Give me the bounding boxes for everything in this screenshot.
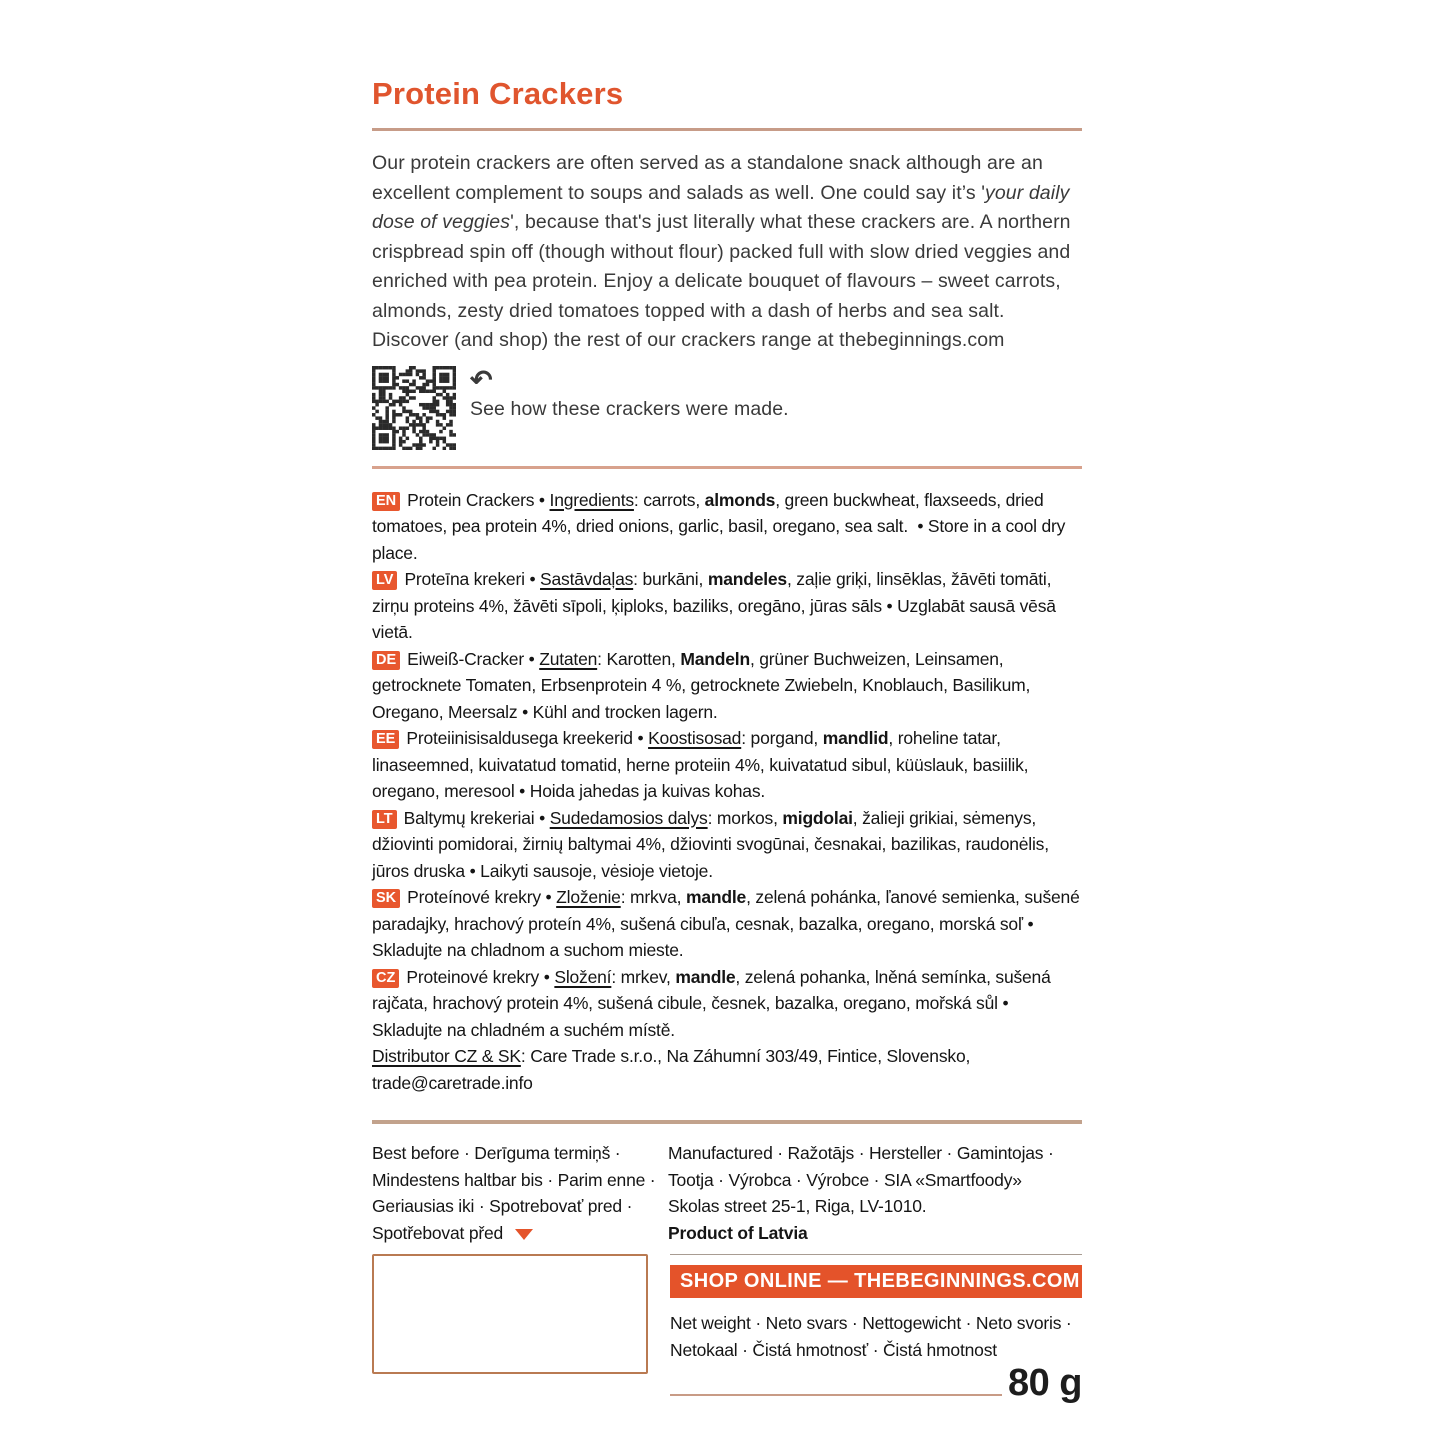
bottom-divider [372,1120,1082,1124]
best-before-date-box [372,1254,648,1374]
net-weight-block [670,1310,1082,1363]
best-before-line: Best before · Derīguma termiņš · [372,1143,621,1163]
language-badge-cz: CZ [372,969,399,988]
text-segment: : porgand, [741,728,823,748]
text-segment: mandle [686,887,747,907]
page-title: Protein Crackers [372,76,624,111]
text-segment: , grüner Buchweizen, Leinsamen, getrocknete Tomaten, Erbsenprotein 4 %, getrocknete Zwiebeln, Knoblauch, Basilikum, Oregano, Meersalz • Kühl and trocken lagern. [372,648,1031,722]
qr-section [372,366,1082,450]
text-segment: Sudedamosios dalys [549,807,708,828]
text-segment: Zloženie [556,887,621,907]
text-segment: your daily dose of veggies [372,181,1070,233]
ingredient-row-en [372,487,1082,567]
text-segment: mandlid [822,728,889,748]
language-badge-sk: SK [372,889,400,908]
qr-caption-block [470,366,789,421]
ingredients-list [372,487,1082,1044]
manufactured-line: Skolas street 25-1, Riga, LV-1010. [668,1196,927,1216]
qr-caption: See how these crackers were made. [470,397,789,420]
text-segment: mandeles [707,569,787,589]
ingredient-row-lt [372,805,1082,885]
ingredient-row-de [372,646,1082,726]
weight-banner-block [670,1254,1082,1403]
text-segment: migdolai [782,807,853,828]
ingredient-row-sk [372,884,1082,964]
shop-online-banner: SHOP ONLINE — THEBEGINNINGS.COM [670,1265,1082,1298]
manufactured-line: Manufactured · Ražotājs · Hersteller · Gamintojas · [668,1143,1054,1163]
info-columns [372,1140,1082,1246]
qr-code-svg [372,366,456,450]
weight-underline [670,1394,1002,1396]
ingredient-row-ee [372,725,1082,805]
text-segment: : Karotten, [597,648,681,669]
text-segment: , green buckwheat, flaxseeds, dried tomatoes, pea protein 4%, dried onions, garlic, basil, oregano, sea salt. • Store in a cool dry place. [372,489,1066,563]
text-segment: Protein Crackers • [407,489,550,510]
text-segment: , zelená pohánka, ľanové semienka, sušené paradajky, hrachový proteín 4%, sušená cibuľa, cesnak, bazalka, oregano, morská soľ • Skladujte na chladnom a suchom mieste. [372,887,1080,960]
best-before-line: Spotřebovat před [372,1220,668,1247]
language-badge-lt: LT [372,810,397,829]
text-segment: Proteīna krekeri • [404,569,541,589]
text-segment: Proteínové krekry • [407,887,557,907]
product-description [372,149,1082,356]
bottom-row [372,1254,1082,1403]
text-segment: , žalieji grikiai, sėmenys, džiovinti pomidorai, žirnių baltymai 4%, džiovinti svogūnai, česnakai, bazilikas, raudonėlis, jūros druska • Laikyti sausoje, vėsioje vietoje. [372,807,1049,881]
text-segment: Koostisosad [648,728,742,748]
text-segment: : burkāni, [633,569,708,589]
text-segment: Ingredients [549,489,634,510]
language-badge-en: EN [372,492,400,511]
text-segment: Our protein crackers are often served as a standalone snack although are an excellent complement to soups and salads as well. One could say it’s ' [372,152,1043,204]
text-segment: mandle [675,966,736,987]
ingredient-row-cz [372,964,1082,1044]
text-segment: Zutaten [539,648,598,669]
language-badge-de: DE [372,651,400,670]
title-divider [372,128,1082,131]
ingredients-divider [372,466,1082,469]
text-segment: : morkos, [707,807,783,828]
text-segment: : mrkev, [611,966,676,987]
text-segment: : mrkva, [620,887,686,907]
net-weight-line: Net weight · Neto svars · Nettogewicht · Neto svoris · [670,1313,1072,1333]
text-segment: : carrots, [633,489,705,510]
text-segment: : Care Trade s.r.o., Na Záhumní 303/49, Fintice, Slovensko, trade@caretrade.info [372,1046,971,1093]
text-segment: Distributor CZ & SK [372,1046,521,1066]
best-before-block [372,1140,668,1246]
text-segment: Složení [554,966,612,987]
best-before-line: Geriausias iki · Spotrebovať pred · [372,1196,633,1216]
best-before-line: Mindestens haltbar bis · Parim enne · [372,1169,656,1190]
manufactured-line: Tootja · Výrobca · Výrobce · SIA «Smartfoody» [668,1169,1022,1190]
text-segment: Baltymų krekeriai • [403,807,550,828]
manufactured-block [668,1140,1082,1246]
weight-row [670,1363,1082,1403]
text-segment: ', because that's just literally what these crackers are. A northern crispbread spin off (though without flour) packed full with slow dried veggies and enriched with pea protein. Enjoy a delicate bouquet of flavours – sweet carrots, almonds, zesty dried tomatoes topped with a dash of herbs and sea salt. Discover (and shop) the rest of our crackers range at thebeginnings.com [372,211,1071,351]
label-content [372,76,1082,1403]
text-segment: , zaļie griķi, linsēklas, žāvēti tomāti, zirņu proteins 4%, žāvēti sīpoli, ķiploks, baziliks, oregāno, jūras sāls • Uzglabāt sausā vēsā vietā. [372,569,1056,642]
down-triangle-icon [515,1229,533,1240]
net-weight-line: Netokaal · Čistá hmotnosť · Čistá hmotnost [670,1339,997,1360]
text-segment: Proteinové krekry • [406,966,555,987]
text-segment: Sastāvdaļas [540,569,634,589]
distributor-line [372,1043,1082,1096]
ingredient-row-lv [372,566,1082,646]
text-segment: , roheline tatar, linaseemned, kuivatatud tomatid, herne proteiin 4%, kuivatatud sibul, küüslauk, basiilik, oregano, meresool • Hoida jahedas ja kuivas kohas. [372,728,1029,801]
product-of-latvia: Product of Latvia [668,1222,808,1243]
qr-code-icon [372,366,456,450]
text-segment: , zelená pohanka, lněná semínka, sušená rajčata, hrachový protein 4%, sušená cibule, česnek, bazalka, oregano, mořská sůl • Skladujte na chladném a suchém místě. [372,966,1051,1040]
curved-arrow-icon: ↶ [470,364,493,395]
banner-divider [670,1254,1082,1255]
text-segment: Mandeln [680,648,750,669]
text-segment: almonds [704,489,776,510]
net-weight-value: 80 g [1007,1362,1082,1404]
text-segment: Proteiinisisaldusega kreekerid • [406,728,649,748]
text-segment: Eiweiß-Cracker • [407,648,540,669]
language-badge-lv: LV [372,571,397,590]
language-badge-ee: EE [372,730,399,749]
